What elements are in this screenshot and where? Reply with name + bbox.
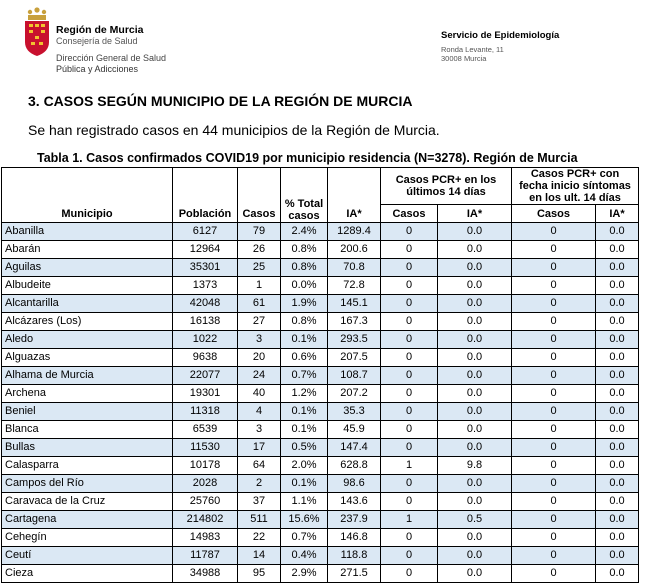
cell-municipio: Cehegín (2, 529, 173, 547)
cell-municipio: Cartagena (2, 511, 173, 529)
cell-pct-total: 15.6% (281, 511, 328, 529)
cell-pct-total: 0.8% (281, 241, 328, 259)
cell-municipio: Blanca (2, 421, 173, 439)
col-header-g2-casos: Casos (512, 205, 596, 223)
cell-sint14-ia: 0.0 (596, 385, 639, 403)
cell-sint14-casos: 0 (512, 457, 596, 475)
cell-municipio: Aledo (2, 331, 173, 349)
cell-ia: 118.8 (328, 547, 381, 565)
cell-poblacion: 34988 (173, 565, 238, 583)
table-row (2, 475, 639, 493)
cell-sint14-ia: 0.0 (596, 295, 639, 313)
cell-pcr14-ia: 0.0 (438, 313, 512, 331)
cell-municipio: Bullas (2, 439, 173, 457)
cell-ia: 237.9 (328, 511, 381, 529)
cell-pcr14-ia: 0.5 (438, 511, 512, 529)
col-header-casos: Casos (238, 168, 281, 223)
cell-sint14-ia: 0.0 (596, 313, 639, 331)
cell-poblacion: 14983 (173, 529, 238, 547)
table-row (2, 439, 639, 457)
table-row (2, 259, 639, 277)
table-row (2, 421, 639, 439)
cell-pct-total: 0.7% (281, 367, 328, 385)
cell-poblacion: 10178 (173, 457, 238, 475)
cell-pct-total: 0.5% (281, 439, 328, 457)
cell-pcr14-ia: 0.0 (438, 367, 512, 385)
cell-sint14-casos: 0 (512, 547, 596, 565)
cell-pcr14-casos: 0 (381, 313, 438, 331)
cell-sint14-ia: 0.0 (596, 259, 639, 277)
cell-poblacion: 6127 (173, 223, 238, 241)
table-title: Tabla 1. Casos confirmados COVID19 por municipio residencia (N=3278). Región de Murcia (37, 151, 578, 165)
cell-sint14-ia: 0.0 (596, 421, 639, 439)
cell-ia: 207.2 (328, 385, 381, 403)
cell-pcr14-casos: 0 (381, 367, 438, 385)
cell-pct-total: 0.1% (281, 421, 328, 439)
cell-ia: 167.3 (328, 313, 381, 331)
cell-municipio: Ceutí (2, 547, 173, 565)
cell-sint14-casos: 0 (512, 385, 596, 403)
cell-pcr14-casos: 0 (381, 493, 438, 511)
cell-casos: 27 (238, 313, 281, 331)
cell-pcr14-ia: 0.0 (438, 295, 512, 313)
cell-pct-total: 0.6% (281, 349, 328, 367)
cell-poblacion: 214802 (173, 511, 238, 529)
cell-pcr14-ia: 0.0 (438, 223, 512, 241)
cell-sint14-casos: 0 (512, 277, 596, 295)
col-header-g1-casos: Casos (381, 205, 438, 223)
cell-pct-total: 2.9% (281, 565, 328, 583)
cell-sint14-casos: 0 (512, 367, 596, 385)
cell-pct-total: 0.1% (281, 331, 328, 349)
cell-casos: 2 (238, 475, 281, 493)
cell-municipio: Aguilas (2, 259, 173, 277)
service-block (441, 31, 559, 63)
table-row (2, 511, 639, 529)
cell-municipio: Archena (2, 385, 173, 403)
cell-sint14-ia: 0.0 (596, 511, 639, 529)
cell-casos: 24 (238, 367, 281, 385)
cell-pcr14-casos: 0 (381, 349, 438, 367)
cell-sint14-casos: 0 (512, 223, 596, 241)
cell-sint14-ia: 0.0 (596, 493, 639, 511)
cell-sint14-casos: 0 (512, 295, 596, 313)
cell-pcr14-ia: 0.0 (438, 259, 512, 277)
cell-pcr14-casos: 0 (381, 565, 438, 583)
org-directorate-1: Dirección General de Salud (56, 53, 167, 63)
cell-poblacion: 2028 (173, 475, 238, 493)
cell-poblacion: 1022 (173, 331, 238, 349)
cell-pcr14-casos: 1 (381, 457, 438, 475)
cell-municipio: Calasparra (2, 457, 173, 475)
cell-sint14-casos: 0 (512, 439, 596, 457)
region-murcia-logo-icon (22, 6, 52, 60)
cell-sint14-casos: 0 (512, 565, 596, 583)
cell-casos: 1 (238, 277, 281, 295)
cell-pct-total: 0.8% (281, 313, 328, 331)
cell-pcr14-casos: 0 (381, 295, 438, 313)
cell-sint14-ia: 0.0 (596, 439, 639, 457)
cell-poblacion: 35301 (173, 259, 238, 277)
cell-pcr14-ia: 0.0 (438, 349, 512, 367)
cell-sint14-casos: 0 (512, 349, 596, 367)
cell-sint14-ia: 0.0 (596, 349, 639, 367)
cell-sint14-ia: 0.0 (596, 331, 639, 349)
cell-sint14-casos: 0 (512, 529, 596, 547)
cell-pcr14-ia: 0.0 (438, 565, 512, 583)
table-row (2, 277, 639, 295)
cell-sint14-casos: 0 (512, 241, 596, 259)
address-city: 30008 Murcia (441, 54, 487, 63)
cell-casos: 3 (238, 331, 281, 349)
table-row (2, 223, 639, 241)
table-row (2, 385, 639, 403)
cell-sint14-casos: 0 (512, 493, 596, 511)
cell-poblacion: 11530 (173, 439, 238, 457)
cell-pcr14-casos: 0 (381, 403, 438, 421)
cell-sint14-casos: 0 (512, 331, 596, 349)
table-row (2, 331, 639, 349)
cell-sint14-casos: 0 (512, 403, 596, 421)
cell-pcr14-casos: 0 (381, 547, 438, 565)
cell-pct-total: 2.0% (281, 457, 328, 475)
cell-pct-total: 0.0% (281, 277, 328, 295)
cell-pcr14-casos: 0 (381, 385, 438, 403)
cell-casos: 79 (238, 223, 281, 241)
cell-pcr14-casos: 0 (381, 439, 438, 457)
cell-sint14-ia: 0.0 (596, 241, 639, 259)
cell-sint14-ia: 0.0 (596, 223, 639, 241)
cell-ia: 147.4 (328, 439, 381, 457)
cell-poblacion: 22077 (173, 367, 238, 385)
org-region: Región de Murcia (56, 24, 144, 36)
table-row (2, 295, 639, 313)
cell-ia: 293.5 (328, 331, 381, 349)
cell-sint14-casos: 0 (512, 511, 596, 529)
cell-pcr14-casos: 0 (381, 259, 438, 277)
cell-pcr14-ia: 0.0 (438, 547, 512, 565)
section-title: 3. CASOS SEGÚN MUNICIPIO DE LA REGIÓN DE MURCIA (28, 93, 413, 109)
cell-casos: 4 (238, 403, 281, 421)
table-row (2, 313, 639, 331)
col-header-poblacion: Población (173, 168, 238, 223)
cell-sint14-ia: 0.0 (596, 403, 639, 421)
cell-casos: 26 (238, 241, 281, 259)
cell-sint14-casos: 0 (512, 475, 596, 493)
cell-casos: 25 (238, 259, 281, 277)
org-department: Consejería de Salud (56, 36, 138, 46)
cell-pcr14-casos: 1 (381, 511, 438, 529)
cell-municipio: Alcázares (Los) (2, 313, 173, 331)
cell-pcr14-ia: 0.0 (438, 277, 512, 295)
cell-poblacion: 42048 (173, 295, 238, 313)
cell-pct-total: 0.4% (281, 547, 328, 565)
cell-sint14-ia: 0.0 (596, 565, 639, 583)
cell-municipio: Abarán (2, 241, 173, 259)
cell-sint14-ia: 0.0 (596, 457, 639, 475)
cell-poblacion: 19301 (173, 385, 238, 403)
address-street: Ronda Levante, 11 (441, 45, 504, 54)
cell-pcr14-casos: 0 (381, 223, 438, 241)
cell-sint14-ia: 0.0 (596, 475, 639, 493)
cell-pcr14-casos: 0 (381, 421, 438, 439)
cell-casos: 37 (238, 493, 281, 511)
cell-ia: 35.3 (328, 403, 381, 421)
cell-municipio: Abanilla (2, 223, 173, 241)
cell-ia: 628.8 (328, 457, 381, 475)
cell-casos: 17 (238, 439, 281, 457)
cell-poblacion: 9638 (173, 349, 238, 367)
table-body (2, 223, 639, 583)
cell-ia: 1289.4 (328, 223, 381, 241)
cell-ia: 98.6 (328, 475, 381, 493)
col-header-g2-ia: IA* (596, 205, 639, 223)
cell-municipio: Beniel (2, 403, 173, 421)
cell-municipio: Cieza (2, 565, 173, 583)
table-row (2, 349, 639, 367)
cell-pcr14-ia: 0.0 (438, 385, 512, 403)
cases-by-municipality-table (1, 167, 639, 583)
cell-pcr14-ia: 0.0 (438, 421, 512, 439)
cell-pcr14-casos: 0 (381, 475, 438, 493)
cell-sint14-casos: 0 (512, 313, 596, 331)
cell-pcr14-ia: 0.0 (438, 241, 512, 259)
cell-municipio: Caravaca de la Cruz (2, 493, 173, 511)
cell-pcr14-ia: 9.8 (438, 457, 512, 475)
cell-casos: 14 (238, 547, 281, 565)
cell-sint14-ia: 0.0 (596, 529, 639, 547)
cell-pcr14-ia: 0.0 (438, 493, 512, 511)
cell-sint14-casos: 0 (512, 421, 596, 439)
cell-pcr14-casos: 0 (381, 331, 438, 349)
cell-ia: 200.6 (328, 241, 381, 259)
cell-ia: 207.5 (328, 349, 381, 367)
cell-ia: 70.8 (328, 259, 381, 277)
cell-pct-total: 1.2% (281, 385, 328, 403)
cell-poblacion: 16138 (173, 313, 238, 331)
cell-casos: 61 (238, 295, 281, 313)
cell-ia: 72.8 (328, 277, 381, 295)
table-row (2, 241, 639, 259)
cell-pct-total: 0.1% (281, 403, 328, 421)
cell-pcr14-casos: 0 (381, 241, 438, 259)
col-header-ia: IA* (328, 168, 381, 223)
cell-municipio: Alcantarilla (2, 295, 173, 313)
cell-pcr14-casos: 0 (381, 277, 438, 295)
cell-casos: 511 (238, 511, 281, 529)
table-row (2, 403, 639, 421)
cell-sint14-casos: 0 (512, 259, 596, 277)
col-header-g1-ia: IA* (438, 205, 512, 223)
cell-municipio: Campos del Río (2, 475, 173, 493)
cell-pct-total: 2.4% (281, 223, 328, 241)
cell-ia: 108.7 (328, 367, 381, 385)
cell-casos: 3 (238, 421, 281, 439)
cell-poblacion: 25760 (173, 493, 238, 511)
org-directorate-2: Pública y Adicciones (56, 64, 139, 74)
col-header-pct-total: % Total casos (281, 168, 328, 223)
cell-pct-total: 1.1% (281, 493, 328, 511)
cell-municipio: Alguazas (2, 349, 173, 367)
cell-pct-total: 0.7% (281, 529, 328, 547)
cell-pct-total: 0.1% (281, 475, 328, 493)
cell-sint14-ia: 0.0 (596, 367, 639, 385)
group-header-pcr-symptoms: Casos PCR+ con fecha inicio síntomas en los ult. 14 días (512, 168, 639, 205)
cell-casos: 40 (238, 385, 281, 403)
cell-pcr14-ia: 0.0 (438, 439, 512, 457)
cell-ia: 45.9 (328, 421, 381, 439)
table-row (2, 547, 639, 565)
cell-pct-total: 0.8% (281, 259, 328, 277)
cell-pcr14-casos: 0 (381, 529, 438, 547)
cell-casos: 95 (238, 565, 281, 583)
cell-ia: 143.6 (328, 493, 381, 511)
table-row (2, 565, 639, 583)
cell-pcr14-ia: 0.0 (438, 403, 512, 421)
cell-sint14-ia: 0.0 (596, 547, 639, 565)
col-header-municipio: Municipio (2, 168, 173, 223)
cell-pcr14-ia: 0.0 (438, 331, 512, 349)
cell-municipio: Alhama de Murcia (2, 367, 173, 385)
cell-ia: 146.8 (328, 529, 381, 547)
cell-poblacion: 11318 (173, 403, 238, 421)
cell-pct-total: 1.9% (281, 295, 328, 313)
table-row (2, 529, 639, 547)
cell-municipio: Albudeite (2, 277, 173, 295)
cell-poblacion: 11787 (173, 547, 238, 565)
cell-poblacion: 12964 (173, 241, 238, 259)
service-title: Servicio de Epidemiología (441, 30, 560, 41)
group-header-pcr-14d: Casos PCR+ en los últimos 14 días (381, 168, 512, 205)
table-row (2, 457, 639, 475)
cell-casos: 64 (238, 457, 281, 475)
cell-poblacion: 6539 (173, 421, 238, 439)
organization-block (56, 25, 166, 75)
cell-casos: 22 (238, 529, 281, 547)
cell-ia: 145.1 (328, 295, 381, 313)
cell-casos: 20 (238, 349, 281, 367)
cell-pcr14-ia: 0.0 (438, 529, 512, 547)
table-row (2, 367, 639, 385)
cell-pcr14-ia: 0.0 (438, 475, 512, 493)
intro-paragraph: Se han registrado casos en 44 municipios de la Región de Murcia. (28, 122, 440, 138)
cell-sint14-ia: 0.0 (596, 277, 639, 295)
cell-poblacion: 1373 (173, 277, 238, 295)
cell-ia: 271.5 (328, 565, 381, 583)
